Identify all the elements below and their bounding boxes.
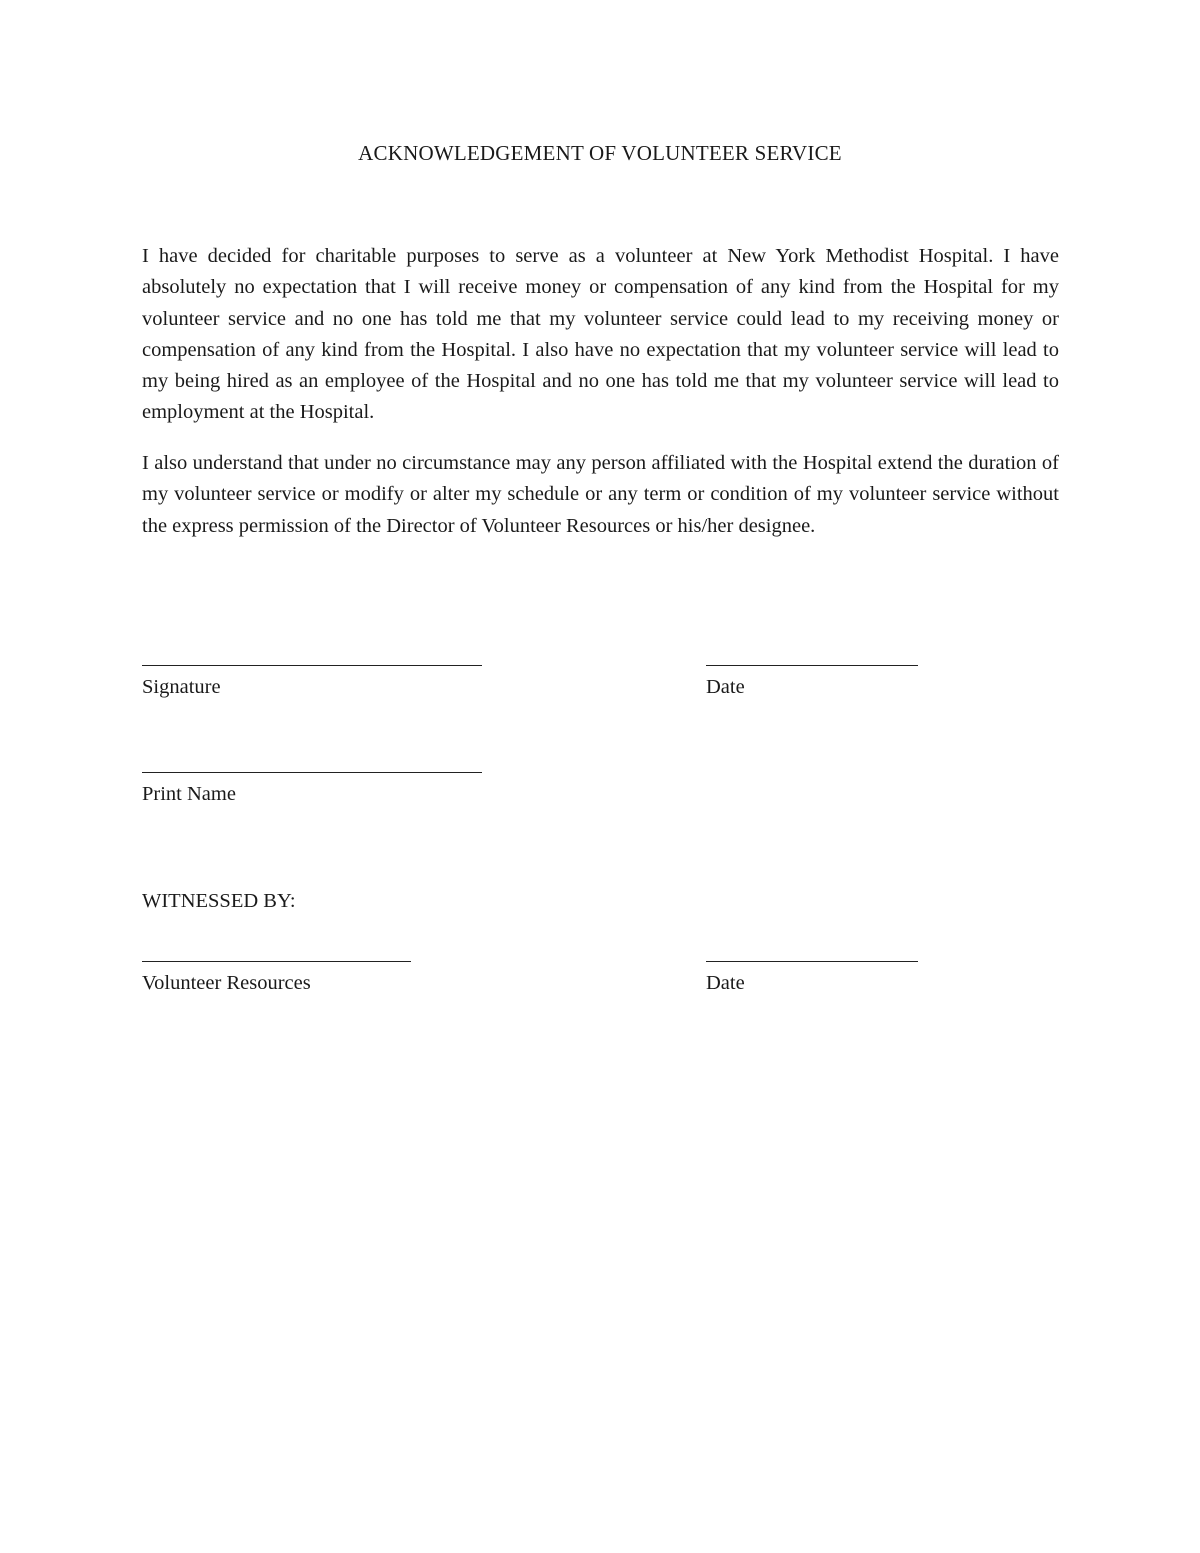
date-label: Date xyxy=(706,676,745,698)
witness-date-line xyxy=(706,961,918,962)
signature-label: Signature xyxy=(142,676,221,698)
witness-date-label: Date xyxy=(706,972,745,994)
volunteer-resources-label: Volunteer Resources xyxy=(142,972,311,994)
witness-date-field[interactable] xyxy=(706,961,918,994)
print-name-line xyxy=(142,772,482,773)
print-name-label: Print Name xyxy=(142,783,236,805)
signature-line xyxy=(142,665,482,666)
paragraph-volunteer-terms: I also understand that under no circumstance may any person affiliated with the Hospital extend the duration of my volunteer service or modify or alter my schedule or any term or condition of my volunteer service without the express permission of the Director of Volunteer Resources or his/her designee. xyxy=(142,452,1059,537)
witnessed-by-heading: WITNESSED BY: xyxy=(142,890,296,912)
signature-field[interactable] xyxy=(142,665,482,698)
document-title: ACKNOWLEDGEMENT OF VOLUNTEER SERVICE xyxy=(358,141,842,165)
volunteer-resources-field[interactable] xyxy=(142,961,411,994)
date-field[interactable] xyxy=(706,665,918,698)
date-line xyxy=(706,665,918,666)
print-name-field[interactable] xyxy=(142,772,482,805)
volunteer-resources-line xyxy=(142,961,411,962)
paragraph-volunteer-expectation: I have decided for charitable purposes to serve as a volunteer at New York Methodist Hospital. I have absolutely no expectation that I will receive money or compensation of any kind from the Hospital for my volunteer service and no one has told me that my volunteer service could lead to my receiving money or compensation of any kind from the Hospital. I also have no expectation that my volunteer service will lead to my being hired as an employee of the Hospital and no one has told me that my volunteer service will lead to employment at the Hospital. xyxy=(142,245,1059,424)
